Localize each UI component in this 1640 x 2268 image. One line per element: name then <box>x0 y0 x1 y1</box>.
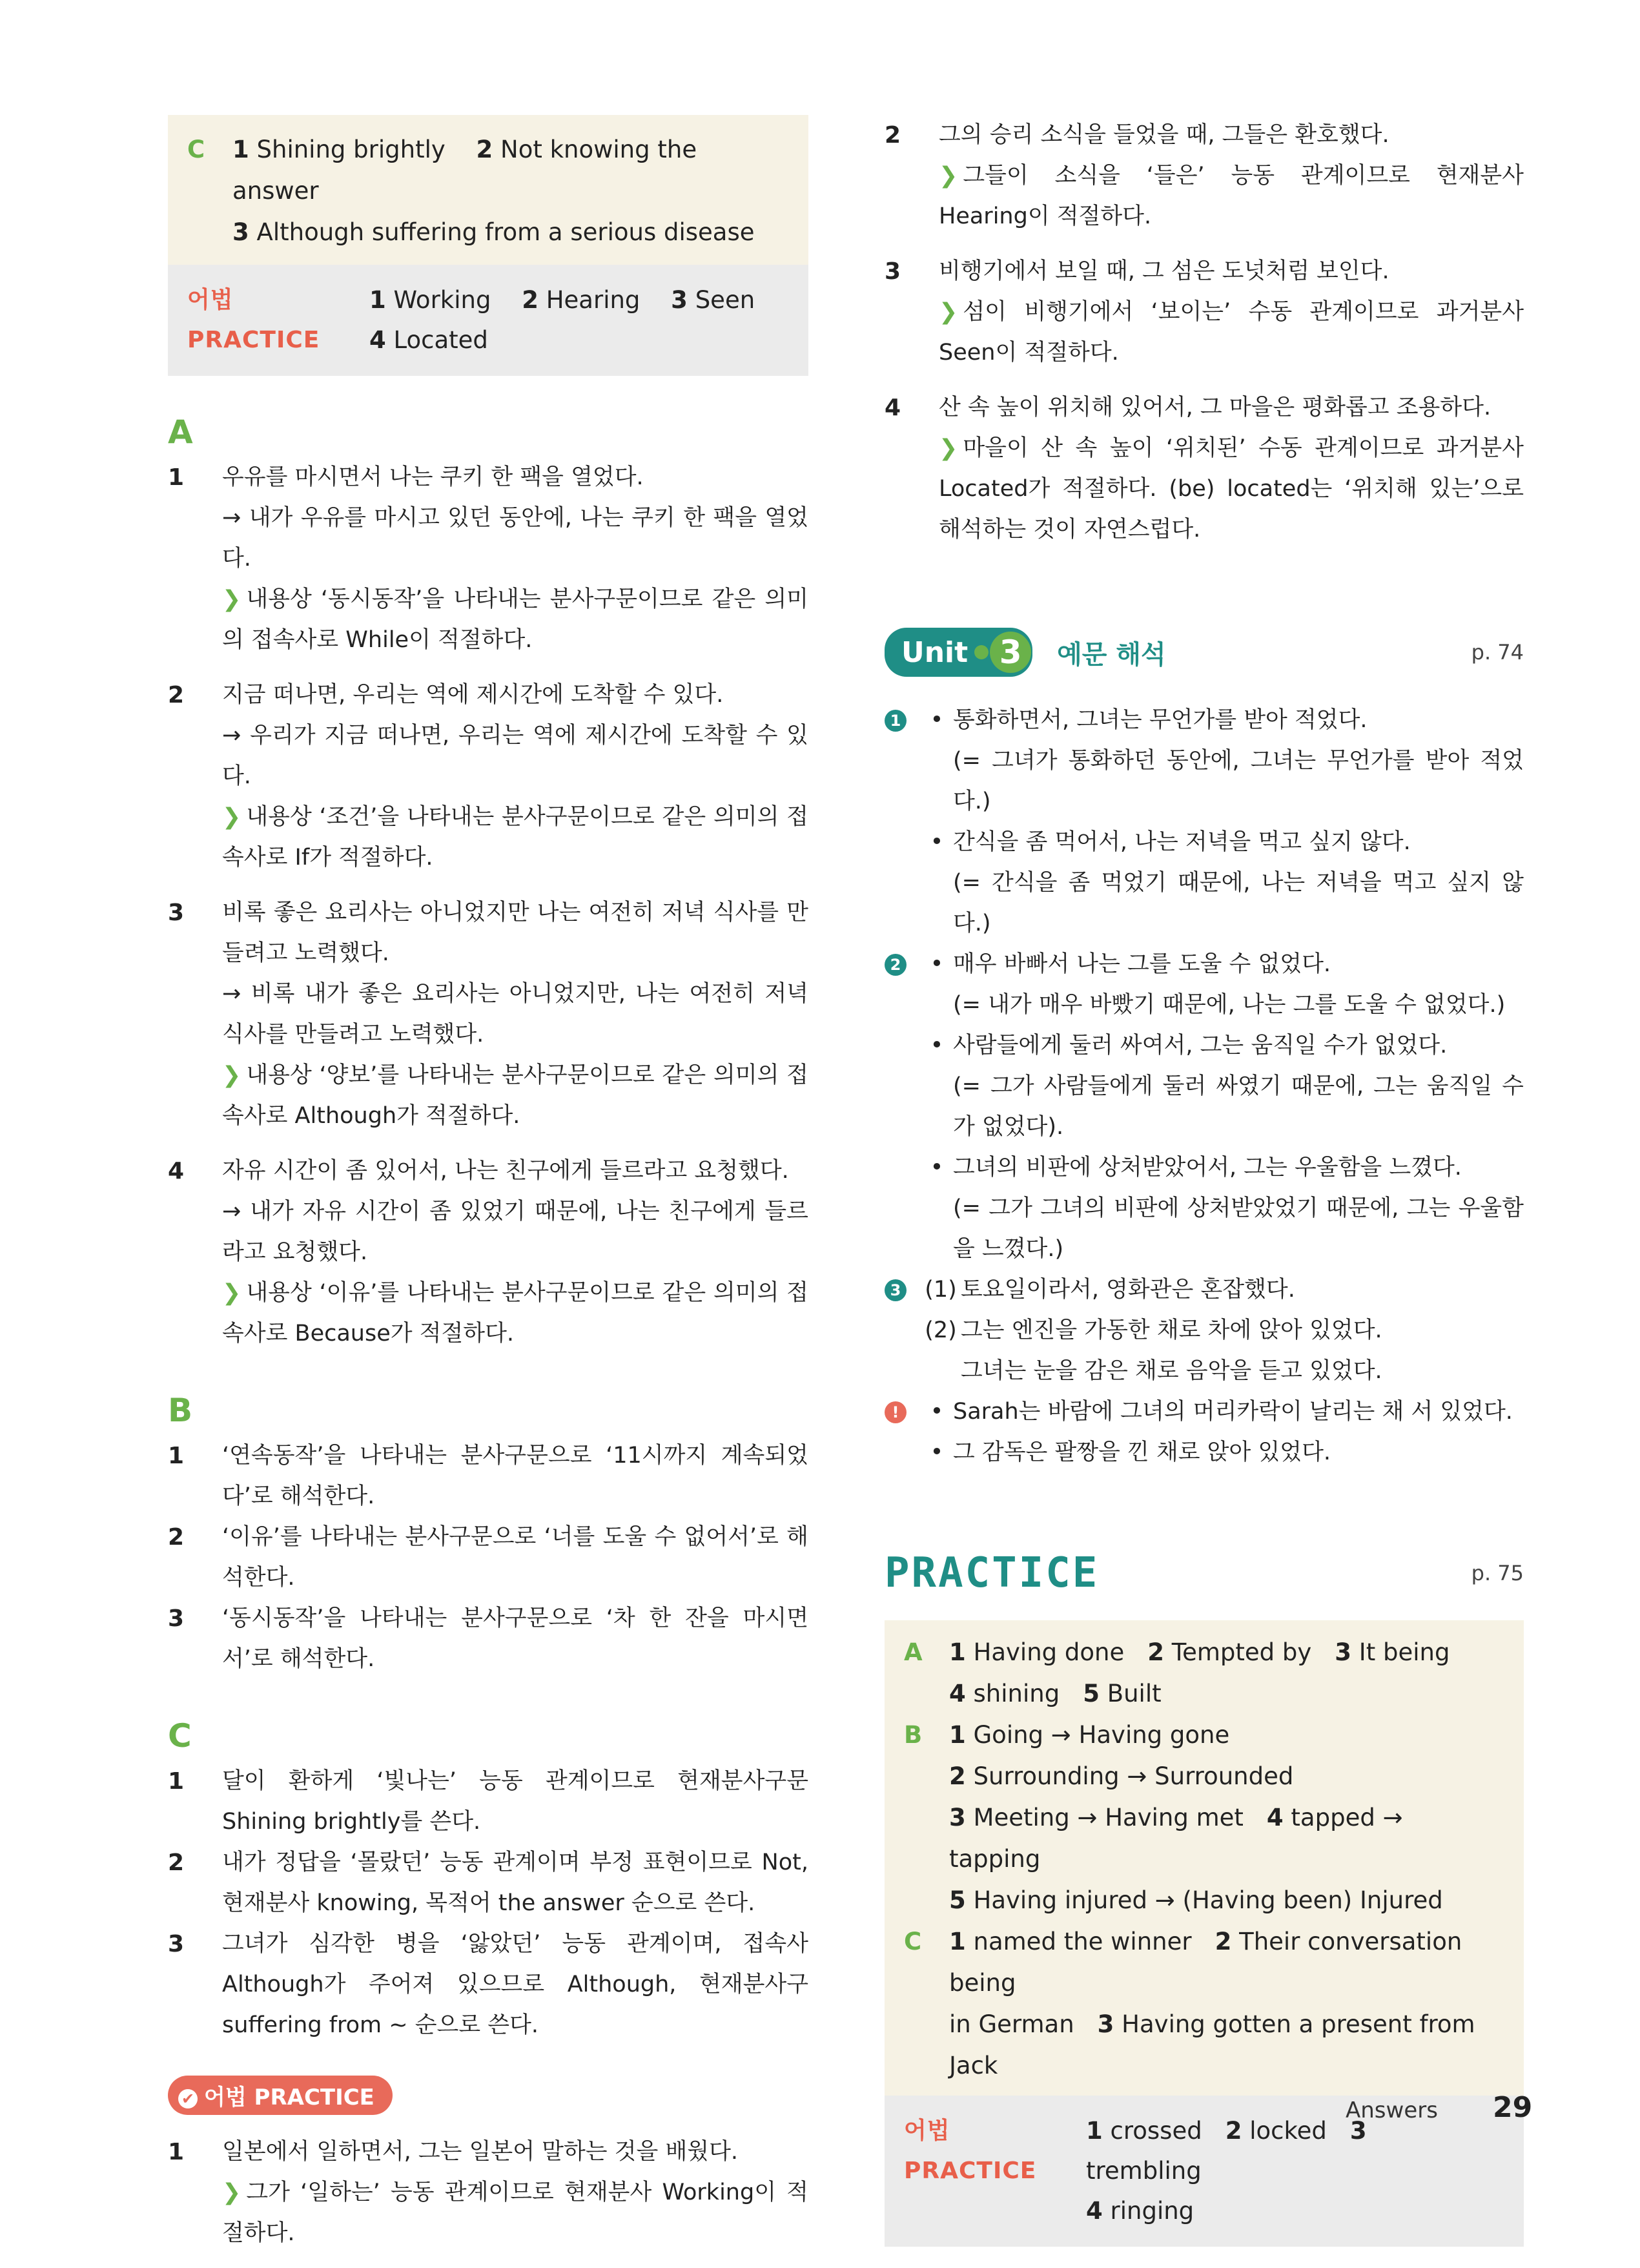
unit-badge: Unit 3 <box>885 628 1032 677</box>
number-badge-icon: 3 <box>885 1279 907 1301</box>
chevron-right-icon: ❯ <box>222 804 241 830</box>
answer-line: 3 Although suffering from a serious disease <box>232 218 755 246</box>
example-group: 1 • 통화하면서, 그녀는 무언가를 받아 적었다. (= 그녀가 통화하던 동안에, 그녀는 무언가를 받아 적었다.) • 간식을 좀 먹어서, 나는 저녁을 먹고 싶지 않다. (= 간식을 좀 먹었기 때문에, 나는 저녁을 먹고 싶지 않다.) <box>885 700 1524 944</box>
example-group: 2 • 매우 바빠서 나는 그를 도울 수 없었다. (= 내가 매우 바빴기 때문에, 나는 그를 도울 수 없었다.) • 사람들에게 둘러 싸여서, 그는 움직일 수가 없었다. (= 그가 사람들에게 둘러 싸였기 때문에, 그는 움직일 수가 없었다). • 그녀의 비판에 상처받았어서, 그는 우울함을 느꼈다. (= 그가 그녀의 비판에 상처받았었기 때문에, 그는 우울함을 느꼈다.) <box>885 944 1524 1270</box>
check-icon: ✔ <box>178 2089 198 2108</box>
footer-label: Answers <box>1346 2098 1438 2123</box>
answer-box-c <box>168 115 808 265</box>
example-group: 3 (1) 토요일이라서, 영화관은 혼잡했다. (2) 그는 엔진을 가동한 채로 차에 앉아 있었다. 그녀는 눈을 감은 채로 음악을 듣고 있었다. <box>885 1270 1524 1392</box>
grammar-practice-label: 어법 PRACTICE <box>187 287 320 353</box>
page-reference: p. 75 <box>1471 1561 1524 1585</box>
list-item: 3 ‘동시동작’을 나타내는 분사구문으로 ‘차 한 잔을 마시면서’로 해석한다. <box>168 1605 808 1672</box>
grammar-practice-answer-box: 어법 PRACTICE 1 crossed 2 locked 3 trembling 4 ringing <box>885 2096 1524 2247</box>
number-badge-icon: 2 <box>885 954 907 976</box>
number-badge-icon: 1 <box>885 710 907 732</box>
list-item: 1 ‘연속동작’을 나타내는 분사구문으로 ‘11시까지 계속되었다’로 해석한다. <box>168 1443 808 1509</box>
unit-header <box>885 628 1524 677</box>
section-c-heading: C <box>168 1717 192 1755</box>
answer-letter-c: C <box>187 136 205 163</box>
dot-icon <box>974 645 989 659</box>
unit-number: 3 <box>990 632 1031 673</box>
list-item: 2 지금 떠나면, 우리는 역에 제시간에 도착할 수 있다. → 우리가 지금 떠나면, 우리는 역에 제시간에 도착할 수 있다. ❯ 내용상 ‘조건’을 나타내는 분사구문이므로 같은 의미의 접속사로 If가 적절하다. <box>168 682 808 871</box>
list-item: 1 일본에서 일하면서, 그는 일본어 말하는 것을 배웠다. ❯ 그가 ‘일하는’ 능동 관계이므로 현재분사 Working이 적절하다. <box>168 2139 808 2246</box>
section-b-heading: B <box>168 1392 193 1429</box>
list-item: 3 비행기에서 보일 때, 그 섬은 도넛처럼 보인다. ❯ 섬이 비행기에서 ‘보이는’ 수동 관계이므로 과거분사 Seen이 적절하다. <box>885 258 1524 366</box>
example-group: ! • Sarah는 바람에 그녀의 머리카락이 날리는 채 서 있었다. • 그 감독은 팔짱을 낀 채로 앉아 있었다. <box>885 1392 1524 1473</box>
list-item: 4 자유 시간이 좀 있어서, 나는 친구에게 들르라고 요청했다. → 내가 자유 시간이 좀 있었기 때문에, 나는 친구에게 들르라고 요청했다. ❯ 내용상 ‘이유’를 나타내는 분사구문이므로 같은 의미의 접속사로 Because가 적절하다. <box>168 1158 808 1346</box>
answer-line: 1 Working 2 Hearing 3 Seen <box>369 286 755 314</box>
list-item: 4 산 속 높이 위치해 있어서, 그 마을은 평화롭고 조용하다. ❯ 마을이 산 속 높이 ‘위치된’ 수동 관계이므로 과거분사 Located가 적절하다. (be) located는 ‘위치해 있는’으로 해석하는 것이 자연스럽다. <box>885 395 1524 542</box>
grammar-practice-label: 어법 PRACTICE <box>904 2118 1037 2184</box>
practice-title: PRACTICE <box>885 1549 1100 1597</box>
list-item: 3 비록 좋은 요리사는 아니었지만 나는 여전히 저녁 식사를 만들려고 노력했다. → 비록 내가 좋은 요리사는 아니었지만, 나는 여전히 저녁 식사를 만들려고 노력했다. ❯ 내용상 ‘양보’를 나타내는 분사구문이므로 같은 의미의 접속사로 Although가 적절하다. <box>168 900 808 1129</box>
left-column <box>168 115 808 2268</box>
chevron-right-icon: ❯ <box>222 586 241 612</box>
page-reference: p. 74 <box>1471 640 1524 665</box>
list-item: 2 그의 승리 소식을 들었을 때, 그들은 환호했다. ❯ 그들이 소식을 ‘들은’ 능동 관계이므로 현재분사 Hearing이 적절하다. <box>885 122 1524 229</box>
grammar-practice-badge: ✔ 어법 PRACTICE <box>168 2076 393 2115</box>
unit-title: 예문 해석 <box>1057 639 1166 670</box>
exclamation-icon: ! <box>885 1401 907 1423</box>
page-number: 29 <box>1493 2091 1533 2124</box>
chevron-right-icon: ❯ <box>222 1280 241 1306</box>
chevron-right-icon: ❯ <box>939 163 958 189</box>
chevron-right-icon: ❯ <box>939 435 958 461</box>
practice-answer-box: A 1 Having done 2 Tempted by 3 It being 4 shining 5 Built B 1 Going → Having gone 2 Surrounding → Surrounded 3 Meeting → Having met 4 tapped → tapping 5 Having injured → (Having been) Injured C 1 named the winner 2 Their conversation being in German 3 Having gotten a present from Jack <box>885 1620 1524 2096</box>
list-item: 3 그녀가 심각한 병을 ‘앓았던’ 능동 관계이며, 접속사 Although가 주어져 있으므로 Although, 현재분사구 suffering from ~ 순으로 쓴다. <box>168 1931 808 2038</box>
chevron-right-icon: ❯ <box>222 2180 241 2205</box>
answer-line: 4 Located <box>369 326 488 354</box>
answer-line: 1 Shining brightly 2 Not knowing the answer <box>232 136 697 205</box>
practice-header <box>885 1549 1524 1597</box>
list-item: 2 내가 정답을 ‘몰랐던’ 능동 관계이며 부정 표현이므로 Not, 현재분사 knowing, 목적어 the answer 순으로 쓴다. <box>168 1850 808 1916</box>
list-item: 2 ‘이유’를 나타내는 분사구문으로 ‘너를 도울 수 없어서’로 해석한다. <box>168 1524 808 1591</box>
list-item: 1 달이 환하게 ‘빛나는’ 능동 관계이므로 현재분사구문 Shining brightly를 쓴다. <box>168 1768 808 1835</box>
right-column <box>885 115 1524 2247</box>
grammar-practice-answer-box <box>168 265 808 376</box>
list-item: 1 우유를 마시면서 나는 쿠키 한 팩을 열었다. → 내가 우유를 마시고 있던 동안에, 나는 쿠키 한 팩을 열었다. ❯ 내용상 ‘동시동작’을 나타내는 분사구문이므로 같은 의미의 접속사로 While이 적절하다. <box>168 464 808 653</box>
chevron-right-icon: ❯ <box>222 1062 241 1088</box>
chevron-right-icon: ❯ <box>939 299 958 325</box>
section-a-heading: A <box>168 413 193 451</box>
